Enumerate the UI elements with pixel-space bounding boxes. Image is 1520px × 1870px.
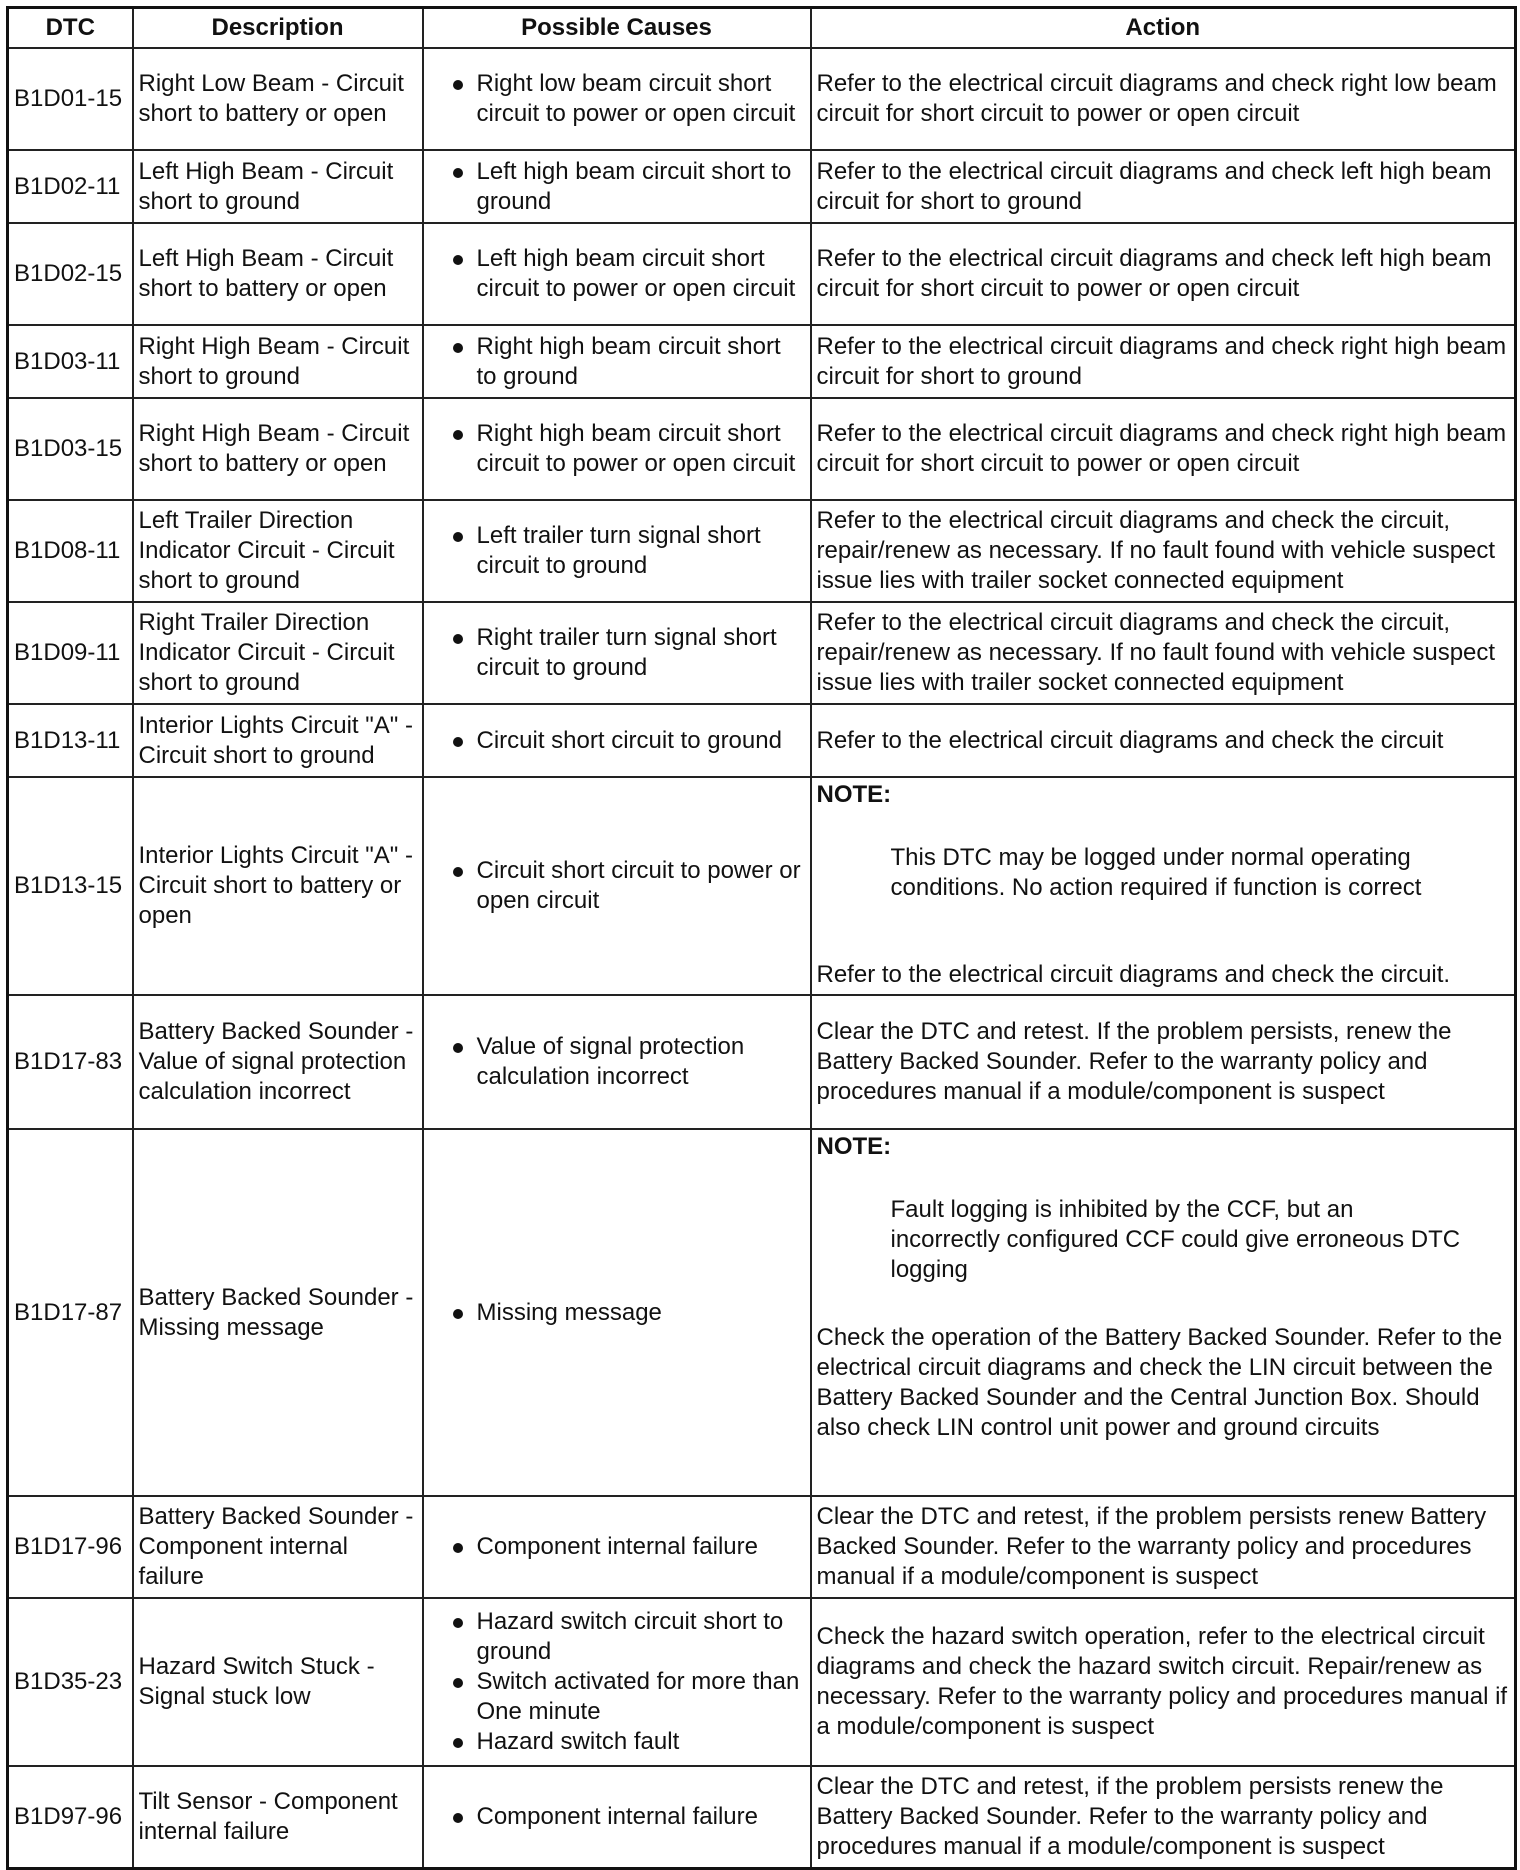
action xyxy=(811,1129,1516,1496)
cause-item: Hazard switch fault xyxy=(429,1727,805,1757)
causes-list xyxy=(429,726,805,756)
causes-list xyxy=(429,521,805,581)
action: Refer to the electrical circuit diagrams and check the circuit, repair/renew as necessary. If no fault found with vehicle suspect issue lies with trailer socket connected equipment xyxy=(811,500,1516,602)
dtc-code: B1D17-87 xyxy=(8,1129,133,1496)
cause-item: Right low beam circuit short circuit to power or open circuit xyxy=(429,69,805,129)
causes-list xyxy=(429,1298,805,1328)
action: Refer to the electrical circuit diagrams and check left high beam circuit for short circuit to power or open circuit xyxy=(811,223,1516,325)
dtc-description: Battery Backed Sounder - Component internal failure xyxy=(133,1496,423,1598)
action: Refer to the electrical circuit diagrams and check the circuit, repair/renew as necessary. If no fault found with vehicle suspect issue lies with trailer socket connected equipment xyxy=(811,602,1516,704)
dtc-description: Battery Backed Sounder - Missing message xyxy=(133,1129,423,1496)
causes-list xyxy=(429,419,805,479)
cause-item: Circuit short circuit to ground xyxy=(429,726,805,756)
cause-item: Right trailer turn signal short circuit to ground xyxy=(429,623,805,683)
table-row xyxy=(8,500,1516,602)
dtc-table-container xyxy=(6,6,1514,1870)
dtc-code: B1D13-11 xyxy=(8,704,133,777)
dtc-description: Tilt Sensor - Component internal failure xyxy=(133,1766,423,1868)
causes-list xyxy=(429,1532,805,1562)
note-label: NOTE: xyxy=(816,1133,892,1160)
table-body xyxy=(8,48,1516,1868)
causes-list xyxy=(429,332,805,392)
dtc-description: Interior Lights Circuit "A" - Circuit short to battery or open xyxy=(133,777,423,995)
dtc-description: Hazard Switch Stuck - Signal stuck low xyxy=(133,1598,423,1766)
action: Clear the DTC and retest, if the problem persists renew Battery Backed Sounder. Refer to the warranty policy and procedures manual if a module/component is suspect xyxy=(811,1496,1516,1598)
dtc-table xyxy=(6,6,1517,1870)
dtc-code: B1D17-96 xyxy=(8,1496,133,1598)
header-description: Description xyxy=(133,8,423,49)
causes-list xyxy=(429,244,805,304)
cause-item: Left high beam circuit short to ground xyxy=(429,157,805,217)
possible-causes xyxy=(423,398,811,500)
table-row xyxy=(8,602,1516,704)
dtc-code: B1D09-11 xyxy=(8,602,133,704)
table-row xyxy=(8,223,1516,325)
dtc-code: B1D03-15 xyxy=(8,398,133,500)
note-text: This DTC may be logged under normal operating conditions. No action required if function is correct xyxy=(890,844,1422,901)
cause-item: Left high beam circuit short circuit to power or open circuit xyxy=(429,244,805,304)
possible-causes xyxy=(423,704,811,777)
header-action: Action xyxy=(811,8,1516,49)
possible-causes xyxy=(423,325,811,398)
dtc-code: B1D08-11 xyxy=(8,500,133,602)
table-row xyxy=(8,1766,1516,1868)
table-row xyxy=(8,995,1516,1129)
action: Refer to the electrical circuit diagrams and check right high beam circuit for short circuit to power or open circuit xyxy=(811,398,1516,500)
action: Check the hazard switch operation, refer to the electrical circuit diagrams and check the hazard switch circuit. Repair/renew as necessary. Refer to the warranty policy and procedures manual if a module/component is suspect xyxy=(811,1598,1516,1766)
note-text: Fault logging is inhibited by the CCF, but an incorrectly configured CCF could give erroneous DTC logging xyxy=(890,1196,1461,1283)
dtc-code: B1D13-15 xyxy=(8,777,133,995)
dtc-description: Right High Beam - Circuit short to battery or open xyxy=(133,398,423,500)
cause-item: Value of signal protection calculation incorrect xyxy=(429,1032,805,1092)
action: Refer to the electrical circuit diagrams and check the circuit xyxy=(811,704,1516,777)
cause-item: Component internal failure xyxy=(429,1802,805,1832)
dtc-code: B1D02-15 xyxy=(8,223,133,325)
note-label: NOTE: xyxy=(816,781,892,808)
cause-item: Hazard switch circuit short to ground xyxy=(429,1607,805,1667)
table-row xyxy=(8,1496,1516,1598)
action-text: Check the operation of the Battery Backed Sounder. Refer to the electrical circuit diagrams and check the LIN circuit between the Battery Backed Sounder and the Central Junction Box. Should also check LIN control unit power and ground circuits xyxy=(816,1324,1503,1441)
possible-causes xyxy=(423,1766,811,1868)
cause-item: Left trailer turn signal short circuit to ground xyxy=(429,521,805,581)
dtc-description: Right High Beam - Circuit short to ground xyxy=(133,325,423,398)
cause-item: Circuit short circuit to power or open circuit xyxy=(429,856,805,916)
header-causes: Possible Causes xyxy=(423,8,811,49)
dtc-code: B1D35-23 xyxy=(8,1598,133,1766)
dtc-description: Left High Beam - Circuit short to ground xyxy=(133,150,423,223)
dtc-code: B1D17-83 xyxy=(8,995,133,1129)
header-dtc: DTC xyxy=(8,8,133,49)
causes-list xyxy=(429,623,805,683)
table-row xyxy=(8,777,1516,995)
action: Refer to the electrical circuit diagrams and check right high beam circuit for short to ground xyxy=(811,325,1516,398)
dtc-code: B1D03-11 xyxy=(8,325,133,398)
dtc-description: Left High Beam - Circuit short to battery or open xyxy=(133,223,423,325)
action: Refer to the electrical circuit diagrams and check left high beam circuit for short to ground xyxy=(811,150,1516,223)
action: Clear the DTC and retest, if the problem persists renew the Battery Backed Sounder. Refer to the warranty policy and procedures manual if a module/component is suspect xyxy=(811,1766,1516,1868)
action-text: Refer to the electrical circuit diagrams and check the circuit. xyxy=(816,961,1451,988)
causes-list xyxy=(429,157,805,217)
possible-causes xyxy=(423,223,811,325)
cause-item: Component internal failure xyxy=(429,1532,805,1562)
cause-item: Missing message xyxy=(429,1298,805,1328)
causes-list xyxy=(429,69,805,129)
dtc-code: B1D01-15 xyxy=(8,48,133,150)
table-row xyxy=(8,150,1516,223)
causes-list xyxy=(429,1607,805,1757)
cause-item: Switch activated for more than One minute xyxy=(429,1667,805,1727)
possible-causes xyxy=(423,500,811,602)
table-row xyxy=(8,1598,1516,1766)
possible-causes xyxy=(423,1496,811,1598)
dtc-description: Interior Lights Circuit "A" - Circuit short to ground xyxy=(133,704,423,777)
header-row xyxy=(8,8,1516,49)
possible-causes xyxy=(423,48,811,150)
dtc-description: Battery Backed Sounder - Value of signal protection calculation incorrect xyxy=(133,995,423,1129)
table-row xyxy=(8,704,1516,777)
dtc-code: B1D97-96 xyxy=(8,1766,133,1868)
causes-list xyxy=(429,1802,805,1832)
cause-item: Right high beam circuit short circuit to power or open circuit xyxy=(429,419,805,479)
table-row xyxy=(8,1129,1516,1496)
cause-item: Right high beam circuit short to ground xyxy=(429,332,805,392)
possible-causes xyxy=(423,777,811,995)
action: Refer to the electrical circuit diagrams and check right low beam circuit for short circuit to power or open circuit xyxy=(811,48,1516,150)
dtc-description: Right Trailer Direction Indicator Circuit - Circuit short to ground xyxy=(133,602,423,704)
possible-causes xyxy=(423,150,811,223)
table-row xyxy=(8,325,1516,398)
possible-causes xyxy=(423,1598,811,1766)
table-row xyxy=(8,48,1516,150)
possible-causes xyxy=(423,1129,811,1496)
possible-causes xyxy=(423,602,811,704)
dtc-description: Left Trailer Direction Indicator Circuit - Circuit short to ground xyxy=(133,500,423,602)
table-row xyxy=(8,398,1516,500)
action xyxy=(811,777,1516,995)
causes-list xyxy=(429,1032,805,1092)
action: Clear the DTC and retest. If the problem persists, renew the Battery Backed Sounder. Refer to the warranty policy and procedures manual if a module/component is suspect xyxy=(811,995,1516,1129)
dtc-code: B1D02-11 xyxy=(8,150,133,223)
possible-causes xyxy=(423,995,811,1129)
causes-list xyxy=(429,856,805,916)
dtc-description: Right Low Beam - Circuit short to battery or open xyxy=(133,48,423,150)
